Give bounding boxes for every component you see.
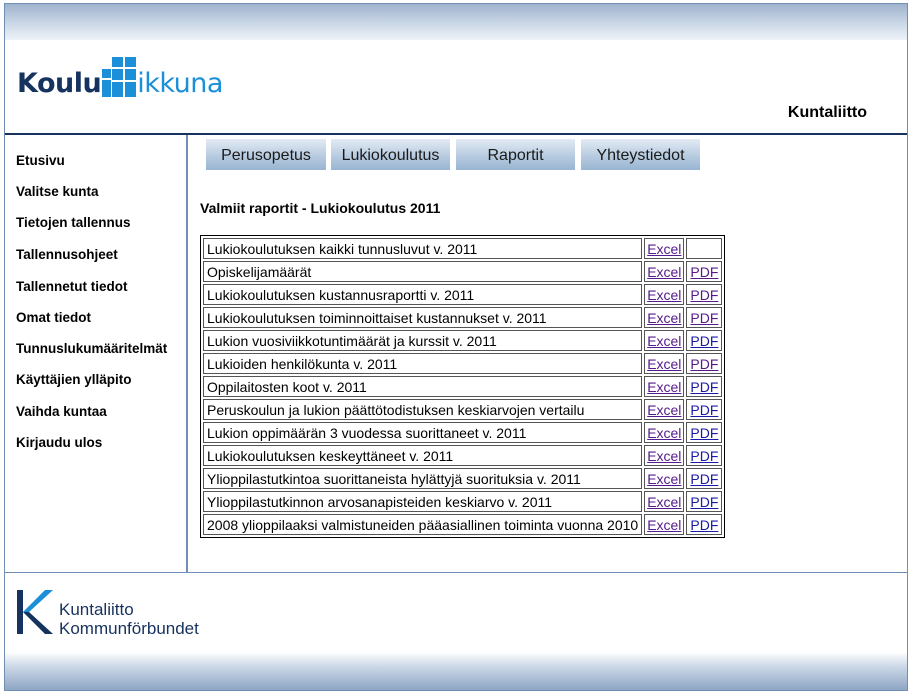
table-row (203, 376, 722, 397)
excel-link[interactable]: Excel (647, 493, 682, 510)
pdf-link[interactable]: PDF (690, 332, 719, 349)
sidebar-item-kayttajien-yllapito[interactable]: Käyttäjien ylläpito (16, 372, 132, 387)
table-row (203, 238, 722, 259)
pdf-link[interactable]: PDF (690, 355, 719, 372)
pdf-link[interactable]: PDF (690, 378, 719, 395)
report-name: Peruskoulun ja lukion päättötodistuksen keskiarvojen vertailu (203, 399, 642, 420)
excel-cell (644, 284, 684, 305)
pdf-link[interactable]: PDF (690, 493, 719, 510)
sidebar-item-etusivu[interactable]: Etusivu (16, 153, 65, 168)
excel-link[interactable]: Excel (647, 309, 682, 326)
report-name: Ylioppilastutkinnon arvosanapisteiden keskiarvo v. 2011 (203, 491, 642, 512)
excel-link[interactable]: Excel (647, 240, 682, 257)
report-name: Lukion oppimäärän 3 vuodessa suorittaneet v. 2011 (203, 422, 642, 443)
pdf-cell (686, 284, 722, 305)
sidebar-item-kirjaudu-ulos[interactable]: Kirjaudu ulos (16, 435, 103, 450)
report-name: 2008 ylioppilaaksi valmistuneiden pääasiallinen toiminta vuonna 2010 (203, 514, 642, 535)
pdf-cell (686, 399, 722, 420)
footer-logo-line2: Kommunförbundet (59, 619, 199, 638)
tab-yhteystiedot[interactable]: Yhteystiedot (580, 138, 701, 171)
table-row (203, 491, 722, 512)
excel-cell (644, 376, 684, 397)
footer-divider (5, 572, 907, 573)
excel-cell (644, 330, 684, 351)
excel-cell (644, 491, 684, 512)
page-title: Valmiit raportit - Lukiokoulutus 2011 (200, 200, 441, 216)
logo-text-part1: Koulu (17, 68, 102, 99)
report-name: Lukiokoulutuksen kustannusraportti v. 2011 (203, 284, 642, 305)
report-name: Opiskelijamäärät (203, 261, 642, 282)
table-row (203, 307, 722, 328)
excel-link[interactable]: Excel (647, 355, 682, 372)
page-frame (4, 3, 908, 691)
pdf-cell (686, 307, 722, 328)
pdf-link[interactable]: PDF (690, 447, 719, 464)
pdf-link[interactable]: PDF (690, 424, 719, 441)
excel-link[interactable]: Excel (647, 286, 682, 303)
table-row (203, 261, 722, 282)
excel-cell (644, 422, 684, 443)
pdf-cell (686, 445, 722, 466)
sidebar-item-valitse-kunta[interactable]: Valitse kunta (16, 184, 99, 199)
sidebar-divider (186, 135, 188, 572)
top-banner (5, 4, 907, 40)
excel-cell (644, 399, 684, 420)
pdf-cell (686, 261, 722, 282)
pdf-cell (686, 422, 722, 443)
report-name: Lukiokoulutuksen toiminnoittaiset kustannukset v. 2011 (203, 307, 642, 328)
kuntaliitto-k-icon (15, 588, 55, 636)
excel-link[interactable]: Excel (647, 332, 682, 349)
excel-cell (644, 514, 684, 535)
bottom-banner (5, 652, 907, 690)
logo-text-part2: ikkuna (137, 68, 223, 99)
sidebar-item-tietojen-tallennus[interactable]: Tietojen tallennus (16, 215, 131, 230)
sidebar-item-vaihda-kuntaa[interactable]: Vaihda kuntaa (16, 404, 107, 419)
excel-cell (644, 238, 684, 259)
logo-window-icon (102, 57, 136, 97)
pdf-link[interactable]: PDF (690, 401, 719, 418)
header (5, 40, 907, 133)
table-row (203, 514, 722, 535)
table-row (203, 445, 722, 466)
sidebar-nav (5, 135, 185, 572)
pdf-cell (686, 514, 722, 535)
excel-link[interactable]: Excel (647, 447, 682, 464)
tab-raportit[interactable]: Raportit (455, 138, 576, 171)
pdf-cell (686, 376, 722, 397)
excel-cell (644, 353, 684, 374)
excel-link[interactable]: Excel (647, 401, 682, 418)
report-name: Oppilaitosten koot v. 2011 (203, 376, 642, 397)
pdf-link[interactable]: PDF (690, 309, 719, 326)
excel-link[interactable]: Excel (647, 378, 682, 395)
tab-lukiokoulutus[interactable]: Lukiokoulutus (330, 138, 451, 171)
sidebar-item-tallennetut-tiedot[interactable]: Tallennetut tiedot (16, 279, 128, 294)
organization-name: Kuntaliitto (787, 104, 867, 121)
pdf-cell (686, 238, 722, 259)
report-name: Lukioiden henkilökunta v. 2011 (203, 353, 642, 374)
sidebar-item-omat-tiedot[interactable]: Omat tiedot (16, 310, 92, 325)
table-row (203, 422, 722, 443)
excel-cell (644, 445, 684, 466)
footer-logo-line1: Kuntaliitto (59, 600, 134, 619)
table-row (203, 468, 722, 489)
excel-link[interactable]: Excel (647, 263, 682, 280)
pdf-link[interactable]: PDF (690, 516, 719, 533)
report-name: Lukiokoulutuksen keskeyttäneet v. 2011 (203, 445, 642, 466)
tab-perusopetus[interactable]: Perusopetus (205, 138, 327, 171)
table-row (203, 330, 722, 351)
pdf-link[interactable]: PDF (690, 286, 719, 303)
excel-cell (644, 261, 684, 282)
pdf-cell (686, 491, 722, 512)
kouluikkuna-logo[interactable] (17, 53, 223, 97)
kuntaliitto-logo (15, 586, 255, 636)
table-row (203, 353, 722, 374)
report-name: Lukiokoulutuksen kaikki tunnusluvut v. 2011 (203, 238, 642, 259)
excel-link[interactable]: Excel (647, 424, 682, 441)
excel-cell (644, 307, 684, 328)
excel-link[interactable]: Excel (647, 470, 682, 487)
pdf-link[interactable]: PDF (690, 263, 719, 280)
excel-link[interactable]: Excel (647, 516, 682, 533)
pdf-link[interactable]: PDF (690, 470, 719, 487)
pdf-cell (686, 468, 722, 489)
pdf-cell (686, 353, 722, 374)
excel-cell (644, 468, 684, 489)
sidebar-item-tallennusohjeet[interactable]: Tallennusohjeet (16, 247, 118, 262)
table-row (203, 284, 722, 305)
sidebar-item-tunnuslukumaaritelmat[interactable]: Tunnuslukumääritelmät (16, 341, 168, 356)
report-name: Ylioppilastutkintoa suorittaneista hylättyjä suorituksia v. 2011 (203, 468, 642, 489)
table-row (203, 399, 722, 420)
reports-table (200, 235, 725, 538)
pdf-cell (686, 330, 722, 351)
report-name: Lukion vuosiviikkotuntimäärät ja kurssit v. 2011 (203, 330, 642, 351)
